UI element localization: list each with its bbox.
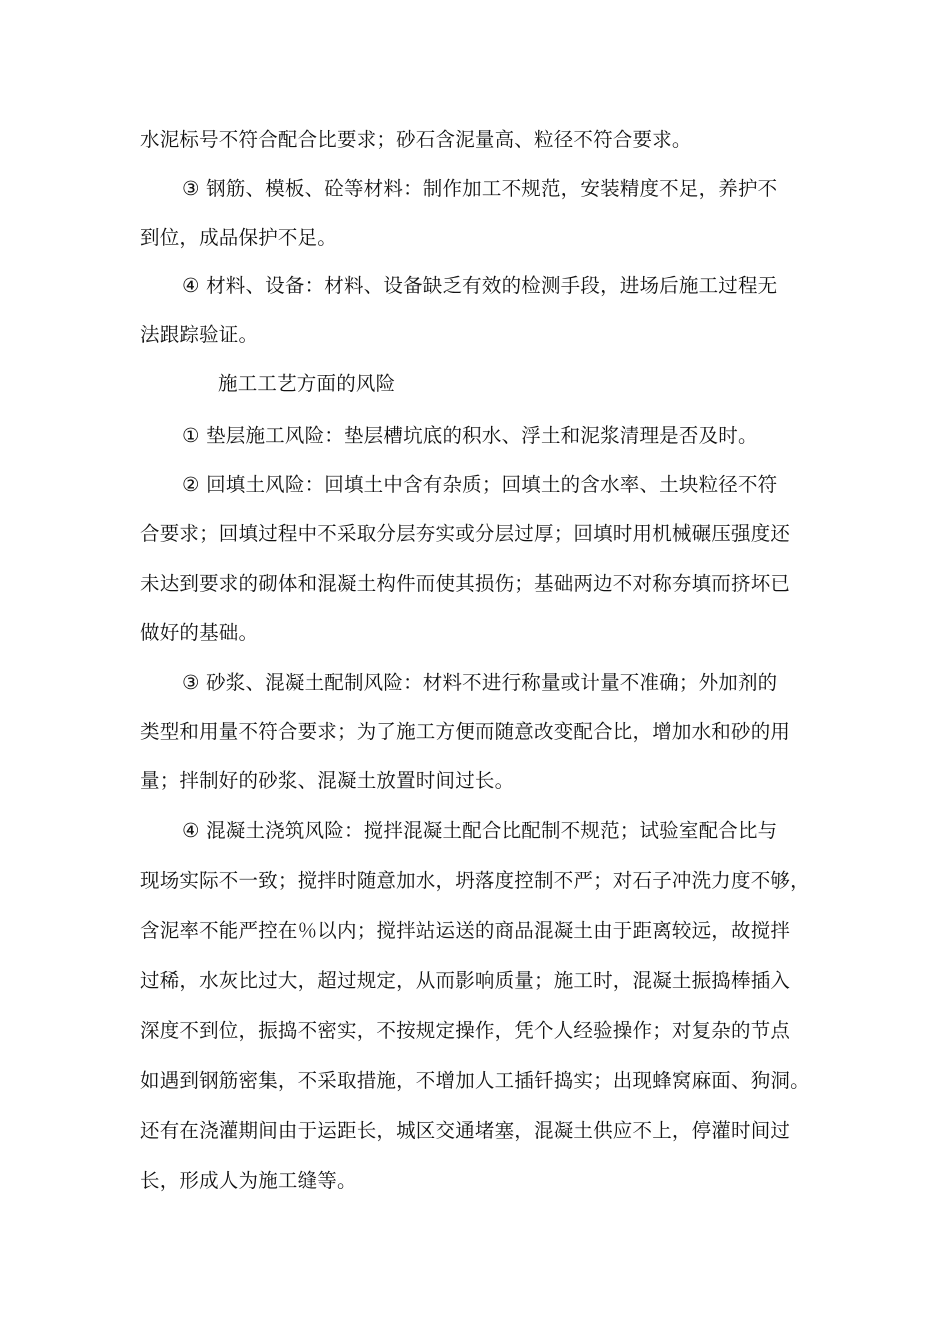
text-line: 还有在浇灌期间由于运距长，城区交通堵塞，混凝土供应不上，停灌时间过 xyxy=(140,1119,791,1142)
text-line: 法跟踪验证。 xyxy=(140,323,259,346)
text-line: 合要求；回填过程中不采取分层夯实或分层过厚；回填时用机械碾压强度还 xyxy=(140,522,791,545)
text-line: ③ 砂浆、混凝土配制风险：材料不进行称量或计量不准确；外加剂的 xyxy=(182,671,778,694)
text-line: ④ 混凝土浇筑风险：搅拌混凝土配合比配制不规范；试验室配合比与 xyxy=(182,819,778,842)
section-heading: 施工工艺方面的风险 xyxy=(218,372,396,395)
text-line: 做好的基础。 xyxy=(140,621,259,644)
text-line: 量；拌制好的砂浆、混凝土放置时间过长。 xyxy=(140,769,515,792)
text-line: 未达到要求的砌体和混凝土构件而使其损伤；基础两边不对称夯填而挤坏已 xyxy=(140,572,791,595)
text-line: 深度不到位，振捣不密实，不按规定操作，凭个人经验操作；对复杂的节点 xyxy=(140,1019,791,1042)
text-line: 现场实际不一致；搅拌时随意加水，坍落度控制不严；对石子冲洗力度不够， xyxy=(140,869,810,892)
text-line: 到位，成品保护不足。 xyxy=(140,226,338,249)
text-line: 如遇到钢筋密集，不采取措施，不增加人工插钎捣实；出现蜂窝麻面、狗洞。 xyxy=(140,1069,810,1092)
text-line: ① 垫层施工风险：垫层槽坑底的积水、浮土和泥浆清理是否及时。 xyxy=(182,424,758,447)
text-line: ④ 材料、设备：材料、设备缺乏有效的检测手段，进场后施工过程无 xyxy=(182,274,778,297)
text-line: ② 回填土风险：回填土中含有杂质；回填土的含水率、土块粒径不符 xyxy=(182,473,778,496)
text-line: 类型和用量不符合要求；为了施工方便而随意改变配合比，增加水和砂的用 xyxy=(140,720,791,743)
text-line: ③ 钢筋、模板、砼等材料：制作加工不规范，安装精度不足，养护不 xyxy=(182,177,778,200)
text-line: 过稀，水灰比过大，超过规定，从而影响质量；施工时，混凝土振捣棒插入 xyxy=(140,969,791,992)
text-line: 水泥标号不符合配合比要求；砂石含泥量高、粒径不符合要求。 xyxy=(140,128,692,151)
text-line: 含泥率不能严控在％以内；搅拌站运送的商品混凝土由于距离较远，故搅拌 xyxy=(140,919,791,942)
text-line: 长，形成人为施工缝等。 xyxy=(140,1169,357,1192)
